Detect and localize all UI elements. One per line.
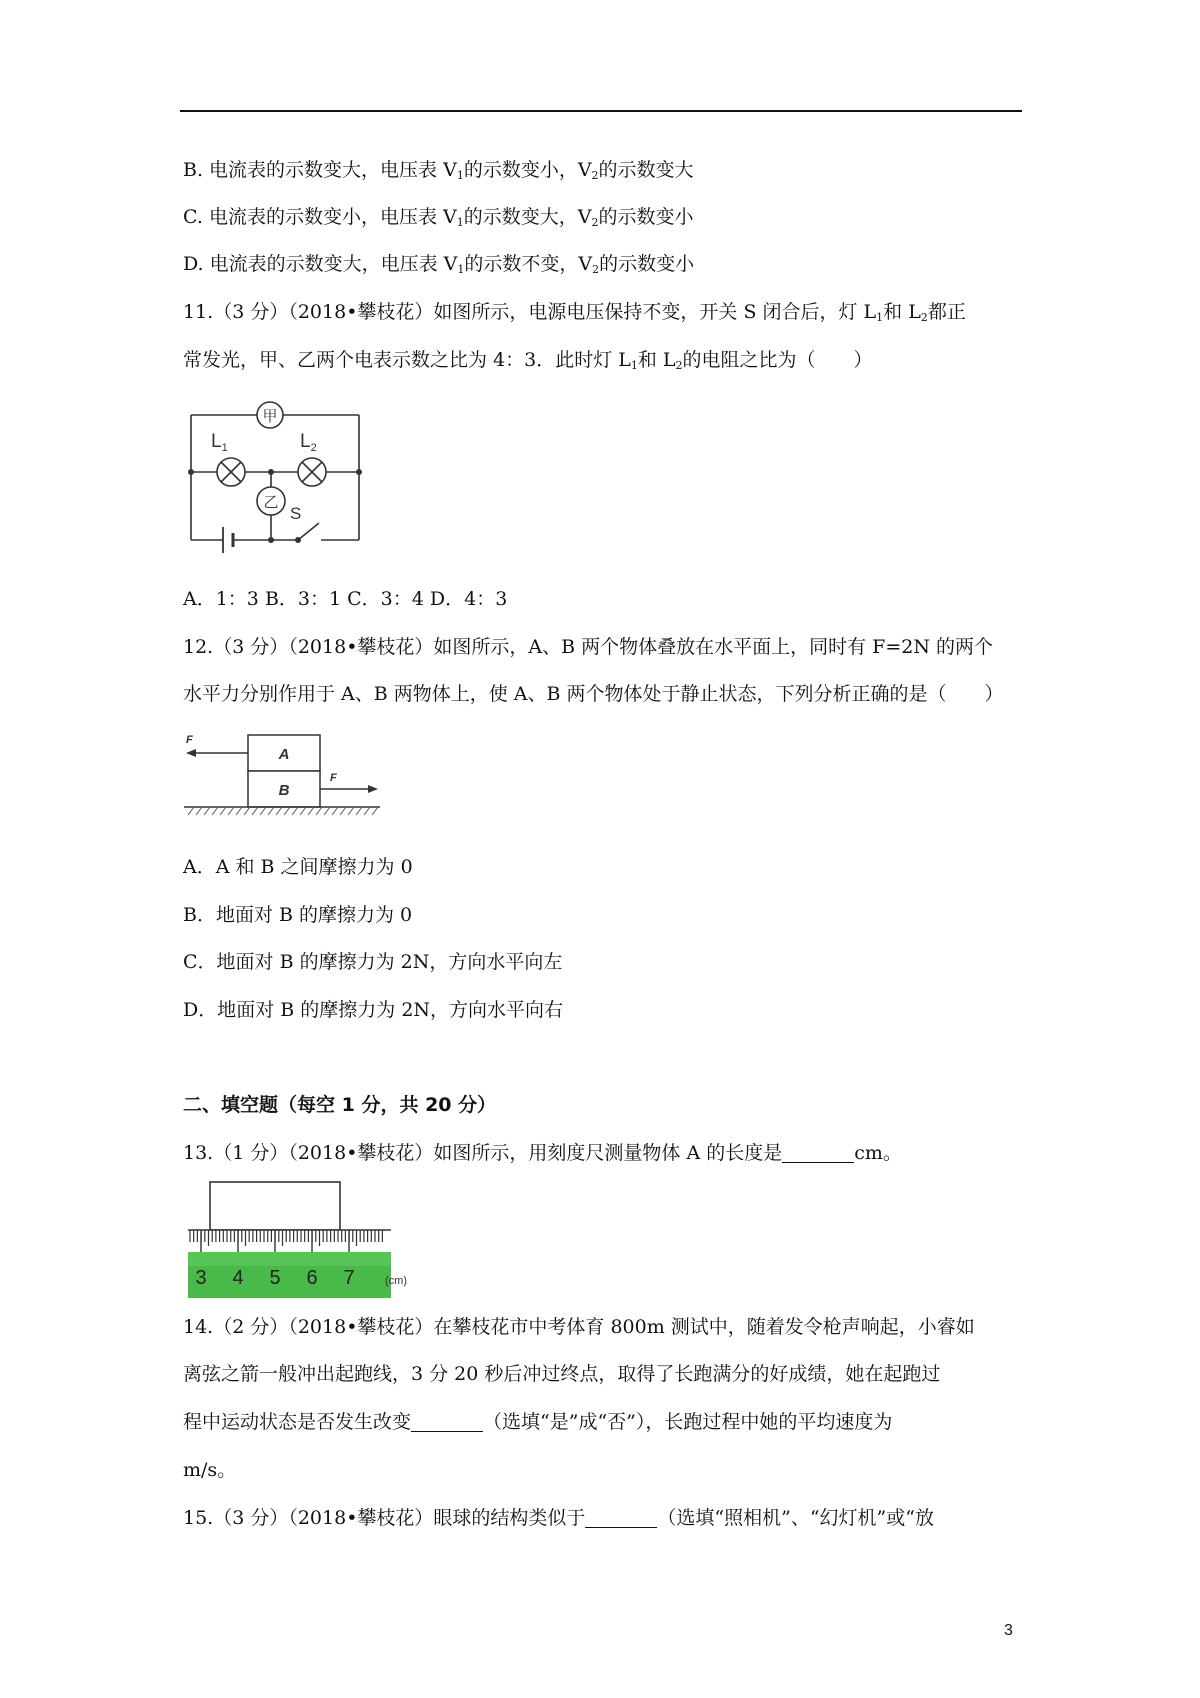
q12-option-d: D．地面对 B 的摩擦力为 2N，方向水平向右 bbox=[183, 999, 564, 1021]
ruler-number-label: 6 bbox=[306, 1267, 318, 1289]
lamp-l2 bbox=[298, 458, 326, 486]
block-a-label: A bbox=[278, 746, 290, 763]
force-arrowhead-left bbox=[186, 749, 196, 757]
q14-stem-line2: 离弦之箭一般冲出起跑线，3 分 20 秒后冲过终点，取得了长跑满分的好成绩，她在起跑过 bbox=[183, 1363, 941, 1385]
ruler-unit: (cm) bbox=[385, 1275, 407, 1287]
q12-stem-line2: 水平力分别作用于 A、B 两物体上，使 A、B 两个物体处于静止状态，下列分析正确的是（ ） bbox=[183, 683, 1004, 705]
lamp-l1 bbox=[217, 458, 245, 486]
block-b-label: B bbox=[278, 782, 290, 799]
q11-stem-line1: 11.（3 分）（2018•攀枝花）如图所示，电源电压保持不变，开关 S 闭合后，灯 $L_1$和 $L_2$都正 bbox=[183, 301, 966, 324]
lamp-l2-label: $L_2$ bbox=[300, 431, 317, 454]
junction-dot bbox=[268, 537, 274, 543]
switch-blade bbox=[298, 523, 319, 540]
q10-option-d: D. 电流表的示数变大，电压表 $V_1$的示数不变，$V_2$的示数变小 bbox=[183, 253, 695, 276]
meter-yi-label: 乙 bbox=[263, 494, 279, 511]
q12-option-b: B．地面对 B 的摩擦力为 0 bbox=[183, 904, 413, 926]
q10-option-c: C. 电流表的示数变小，电压表 $V_1$的示数变大，$V_2$的示数变小 bbox=[183, 206, 694, 229]
q15-answer-blank[interactable] bbox=[585, 1509, 657, 1528]
force-arrowhead-right bbox=[368, 785, 378, 793]
ruler-number-label: 3 bbox=[195, 1267, 207, 1289]
lamp-l1-label: $L_1$ bbox=[211, 431, 228, 454]
force-label-right: F bbox=[330, 772, 337, 784]
force-label-left: F bbox=[186, 734, 193, 746]
ground-hatching bbox=[188, 807, 378, 815]
q14-stem-line1: 14.（2 分）（2018•攀枝花）在攀枝花市中考体育 800m 测试中，随着发令枪声响起，小睿如 bbox=[183, 1316, 975, 1338]
header-rule bbox=[180, 110, 1022, 112]
q12-blocks-diagram bbox=[180, 725, 390, 820]
section-heading: 二、填空题（每空 1 分，共 20 分） bbox=[183, 1094, 497, 1116]
q11-options: A．1：3 B．3：1 C．3：4 D．4：3 bbox=[183, 588, 508, 610]
switch-label: S bbox=[290, 504, 302, 523]
meter-jia-label: 甲 bbox=[262, 408, 278, 425]
ruler-number-label: 5 bbox=[269, 1267, 281, 1289]
q14-answer-blank-1[interactable] bbox=[411, 1413, 483, 1432]
junction-dot bbox=[356, 469, 362, 475]
q14-stem-line3: 程中运动状态是否发生改变 （选填“是”成“否”），长跑过程中她的平均速度为 bbox=[183, 1411, 893, 1433]
ruler-number-label: 7 bbox=[343, 1267, 355, 1289]
q12-stem-line1: 12.（3 分）（2018•攀枝花）如图所示，A、B 两个物体叠放在水平面上，同时有 F=2N 的两个 bbox=[183, 636, 994, 658]
q11-circuit-diagram bbox=[183, 395, 368, 555]
page-number: 3 bbox=[1004, 1622, 1013, 1639]
q13-answer-blank[interactable] bbox=[782, 1144, 854, 1163]
junction-dot bbox=[188, 469, 194, 475]
q12-option-a: A．A 和 B 之间摩擦力为 0 bbox=[183, 856, 413, 878]
junction-dot bbox=[268, 469, 274, 475]
q12-option-c: C．地面对 B 的摩擦力为 2N，方向水平向左 bbox=[183, 951, 563, 973]
object-a bbox=[210, 1182, 340, 1230]
q13-ruler-diagram bbox=[185, 1180, 415, 1300]
q14-stem-line4: m/s。 bbox=[183, 1459, 237, 1481]
q11-stem-line2: 常发光，甲、乙两个电表示数之比为 4：3．此时灯 $L_1$和 $L_2$的电阻之比为（ ） bbox=[183, 349, 873, 372]
ruler-number-label: 4 bbox=[232, 1267, 244, 1289]
q13-stem: 13.（1 分）（2018•攀枝花）如图所示，用刻度尺测量物体 A 的长度是 cm。 bbox=[183, 1142, 902, 1164]
q10-option-b: B. 电流表的示数变大，电压表 $V_1$的示数变小，$V_2$的示数变大 bbox=[183, 159, 694, 182]
q15-stem-line1: 15.（3 分）（2018•攀枝花）眼球的结构类似于 （选填“照相机”、“幻灯机”或“放 bbox=[183, 1507, 934, 1529]
